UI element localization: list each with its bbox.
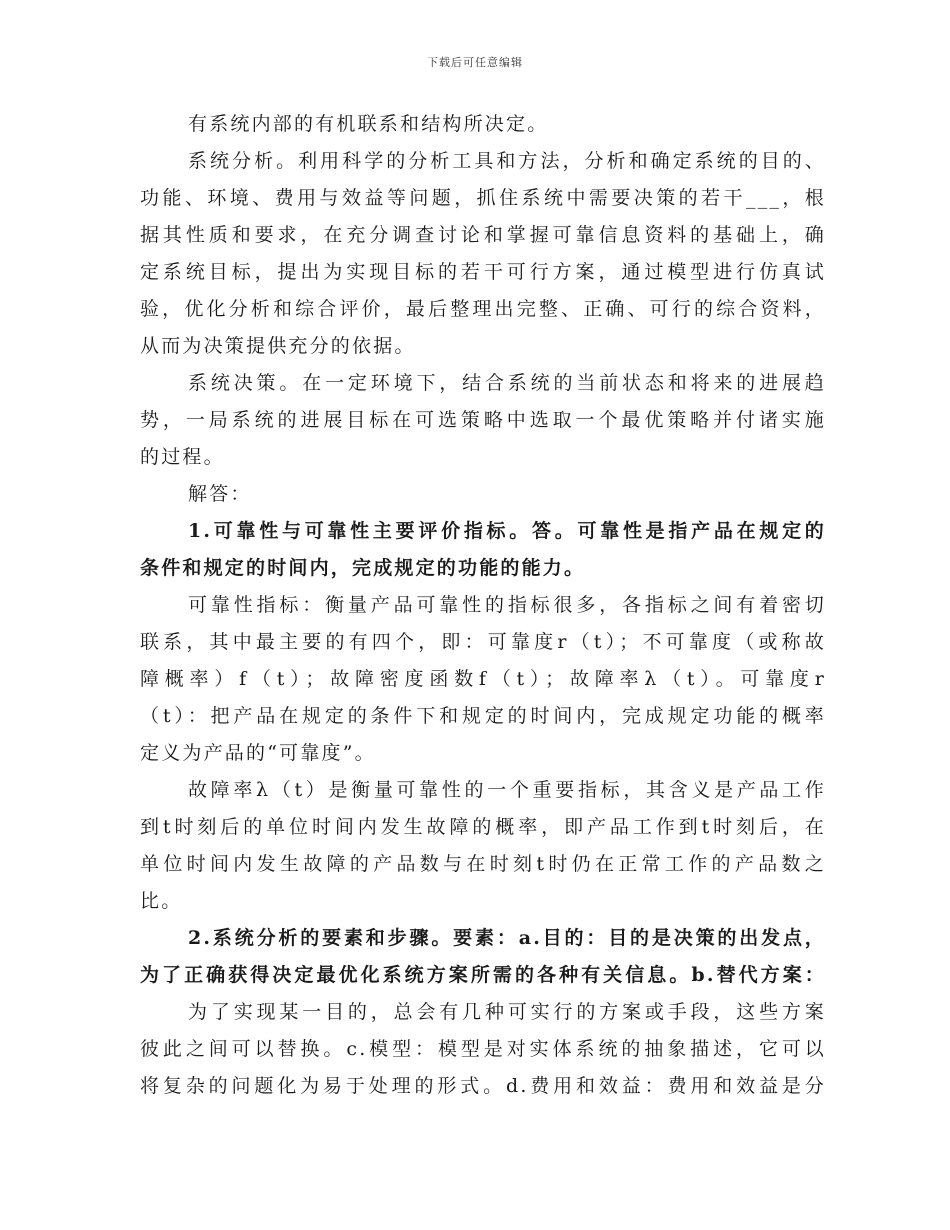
text-line: 系统决策。在一定环境下，结合系统的当前状态和将来的进展趋 — [188, 372, 826, 394]
text-line: 为了实现某一目的，总会有几种可实行的方案或手段，这些方案 — [188, 1001, 826, 1023]
text-line: 从而为决策提供充分的依据。 — [140, 335, 416, 357]
text-line: 比。 — [140, 890, 183, 912]
document-body — [140, 106, 826, 1105]
text-line: 功能、环境、费用与效益等问题，抓住系统中需要决策的若干___，根 — [140, 187, 826, 209]
text-line: 的过程。 — [140, 446, 225, 468]
section-heading: 条件和规定的时间内，完成规定的功能的能力。 — [140, 557, 586, 579]
text-line: 系统分析。利用科学的分析工具和方法，分析和确定系统的目的、 — [188, 150, 826, 172]
text-line: 定义为产品的“可靠度”。 — [140, 742, 376, 764]
text-line: 联系，其中最主要的有四个，即：可靠度r（t）；不可靠度（或称故 — [140, 631, 826, 653]
section-heading: 为了正确获得决定最优化系统方案所需的各种有关信息。b.替代方案： — [140, 964, 826, 986]
text-line: 故障率λ（t）是衡量可靠性的一个重要指标，其含义是产品工作 — [188, 779, 826, 801]
text-line: 有系统内部的有机联系和结构所决定。 — [188, 113, 549, 135]
section-heading: 2.系统分析的要素和步骤。要素：a.目的：目的是决策的出发点， — [188, 927, 826, 949]
section-heading: 1.可靠性与可靠性主要评价指标。答。可靠性是指产品在规定的 — [188, 520, 826, 542]
text-line: 单位时间内发生故障的产品数与在时刻t时仍在正常工作的产品数之 — [140, 853, 826, 875]
text-line: 到t时刻后的单位时间内发生故障的概率，即产品工作到t时刻后，在 — [140, 816, 826, 838]
text-line: 将复杂的问题化为易于处理的形式。d.费用和效益：费用和效益是分 — [140, 1075, 826, 1097]
text-line: 势，一局系统的进展目标在可选策略中选取一个最优策略并付诸实施 — [140, 409, 826, 431]
page-header-note: 下载后可任意编辑 — [427, 56, 523, 69]
text-line: 定系统目标，提出为实现目标的若干可行方案，通过模型进行仿真试 — [140, 261, 826, 283]
text-line: （t）：把产品在规定的条件下和规定的时间内，完成规定功能的概率 — [140, 705, 826, 727]
text-line: 据其性质和要求，在充分调查讨论和掌握可靠信息资料的基础上，确 — [140, 224, 826, 246]
text-line: 解答： — [188, 483, 252, 505]
text-line: 彼此之间可以替换。c.模型：模型是对实体系统的抽象描述，它可以 — [140, 1038, 826, 1060]
text-line: 障概率）f（t）；故障密度函数f（t）；故障率λ（t）。可靠度r — [140, 668, 826, 690]
text-line: 验，优化分析和综合评价，最后整理出完整、正确、可行的综合资料， — [140, 298, 826, 320]
text-line: 可靠性指标：衡量产品可靠性的指标很多，各指标之间有着密切 — [188, 594, 826, 616]
